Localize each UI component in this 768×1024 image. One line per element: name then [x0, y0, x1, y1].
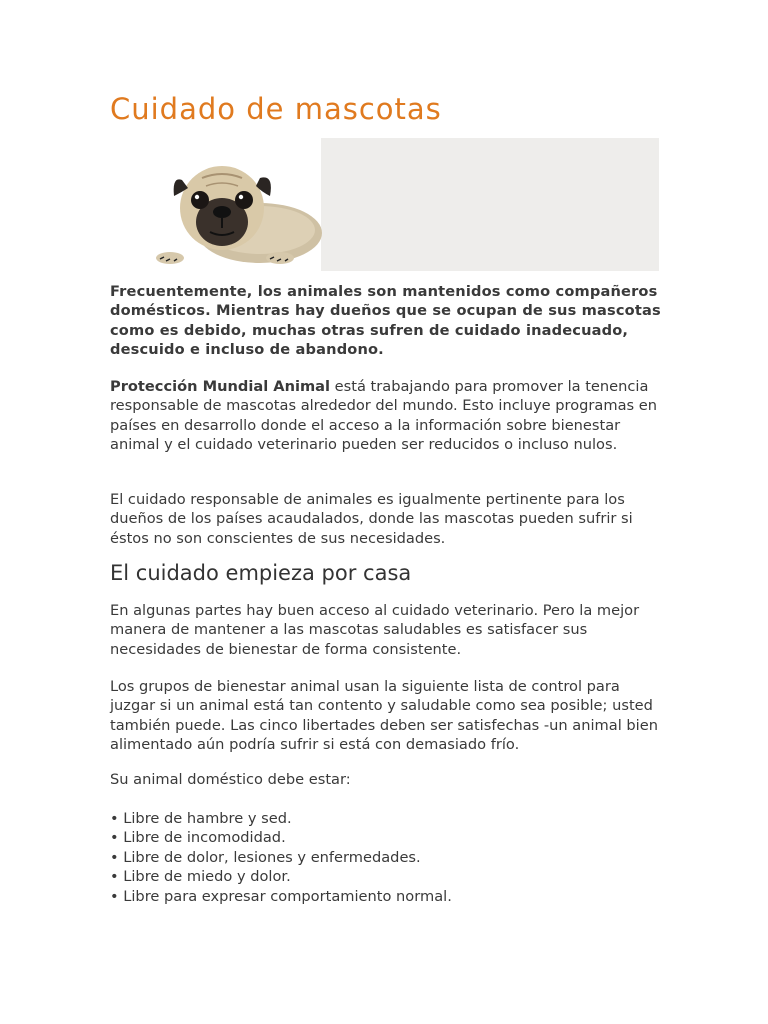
organization-name: Protección Mundial Animal: [110, 378, 331, 395]
list-item: • Libre de dolor, lesiones y enfermedades.: [110, 848, 421, 866]
list-item: • Libre de hambre y sed.: [110, 810, 292, 827]
hero-background: [321, 138, 659, 271]
section-heading: El cuidado empieza por casa: [110, 561, 412, 585]
list-item: • Libre de miedo y dolor.: [110, 868, 291, 886]
five-freedoms-list: [110, 809, 452, 906]
list-item: • Libre para expresar comportamiento normal.: [110, 887, 452, 905]
list-item: • Libre de incomodidad.: [110, 829, 286, 847]
pug-illustration: [110, 138, 325, 271]
page-title: Cuidado de mascotas: [110, 92, 442, 126]
organization-paragraph: [110, 377, 662, 455]
intro-paragraph: Frecuentemente, los animales son mantenidos como compañeros domésticos. Mientras hay dueños que se ocupan de sus mascotas como es debido, muchas otras sufren de cuidado inadecuado, descuido e incluso de abandono.: [110, 283, 661, 359]
organization-paragraph-text: está trabajando para promover la tenencia responsable de mascotas alrededor del mundo. Esto incluye programas en países en desarrollo donde el acceso a la información sobre bienestar animal y el cuidado veterinario pueden ser reducidos o incluso nulos.: [110, 378, 657, 454]
pet-should-be-paragraph: Su animal doméstico debe estar:: [110, 771, 351, 788]
hero-image: [110, 138, 659, 271]
vet-access-paragraph: En algunas partes hay buen acceso al cuidado veterinario. Pero la mejor manera de mantener a las mascotas saludables es satisfacer sus necesidades de bienestar de forma consistente.: [110, 602, 640, 658]
checklist-paragraph: Los grupos de bienestar animal usan la siguiente lista de control para juzgar si un animal está tan contento y saludable como sea posible; usted también puede. Las cinco libertades deben ser satisfechas -un animal bien alimentado aún podría sufrir si está con demasiado frío.: [110, 678, 658, 754]
responsible-care-paragraph: El cuidado responsable de animales es igualmente pertinente para los dueños de los países acaudalados, donde las mascotas pueden sufrir si éstos no son conscientes de sus necesidades.: [110, 491, 633, 547]
